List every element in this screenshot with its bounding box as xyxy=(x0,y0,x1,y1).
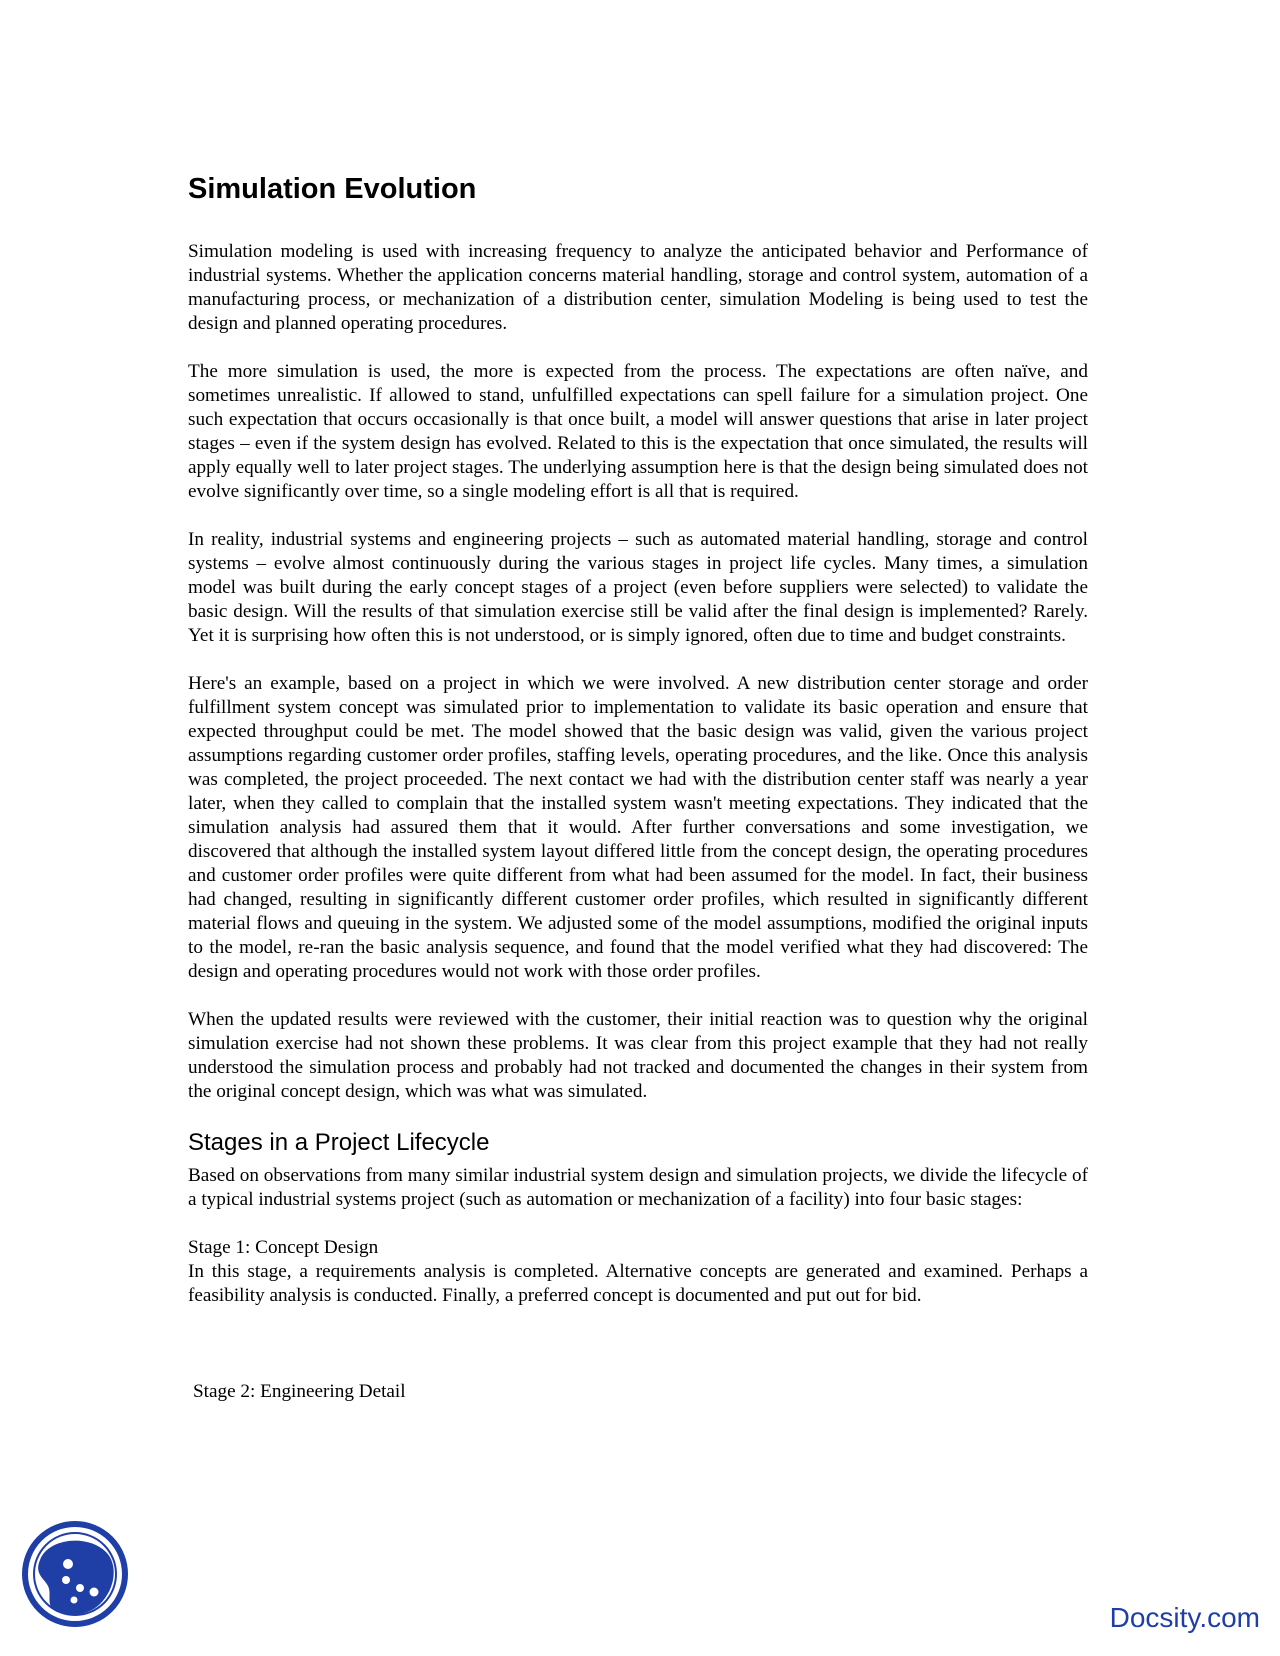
docsity-brand-text[interactable]: Docsity.com xyxy=(1109,1602,1260,1633)
spacer xyxy=(188,1332,1088,1380)
paragraph-4: Here's an example, based on a project in which we were involved. A new distribution center storage and order fulfillment system concept was simulated prior to implementation to validate its basic operation and ensure that expected throughput could be met. The model showed that the basic design was valid, given the various project assumptions regarding customer order profiles, staffing levels, operating procedures, and the like. Once this analysis was completed, the project proceeded. The next contact we had with the distribution center staff was nearly a year later, when they called to complain that the installed system wasn't meeting expectations. They indicated that the simulation analysis had assured them that it would. After further conversations and some investigation, we discovered that although the installed system layout differed little from the concept design, the operating procedures and customer order profiles were quite different from what had been assumed for the model. In fact, their business had changed, resulting in significantly different customer order profiles, which resulted in significantly different material flows and queuing in the system. We adjusted some of the model assumptions, modified the original inputs to the model, re-ran the basic analysis sequence, and found that the model verified what they had discovered: The design and operating procedures would not work with those order profiles. xyxy=(188,672,1088,982)
stage-1-text: In this stage, a requirements analysis is completed. Alternative concepts are generated and examined. Perhaps a feasibility analysis is conducted. Finally, a preferred concept is documented and put out for bid. xyxy=(188,1260,1088,1306)
section-heading-stages: Stages in a Project Lifecycle xyxy=(188,1128,490,1156)
stage-2-label: Stage 2: Engineering Detail xyxy=(193,1380,406,1402)
section-intro: Based on observations from many similar industrial system design and simulation projects, we divide the lifecycle of a typical industrial systems project (such as automation or mechanization of a facility) into four basic stages: xyxy=(188,1164,1088,1210)
docsity-logo-icon xyxy=(18,1518,132,1630)
document-title: Simulation Evolution xyxy=(188,173,477,205)
document-page xyxy=(188,172,1088,1404)
stage-1-label: Stage 1: Concept Design xyxy=(188,1236,379,1258)
paragraph-5: When the updated results were reviewed with the customer, their initial reaction was to question why the original simulation exercise had not shown these problems. It was clear from this project example that they had not really understood the simulation process and probably had not tracked and documented the changes in their system from the original concept design, which was what was simulated. xyxy=(188,1008,1088,1102)
paragraph-2: The more simulation is used, the more is expected from the process. The expectations are often naïve, and sometimes unrealistic. If allowed to stand, unfulfilled expectations can spell failure for a simulation project. One such expectation that occurs occasionally is that once built, a model will answer questions that arise in later project stages – even if the system design has evolved. Related to this is the expectation that once simulated, the results will apply equally well to later project stages. The underlying assumption here is that the design being simulated does not evolve significantly over time, so a single modeling effort is all that is required. xyxy=(188,360,1088,502)
paragraph-1: Simulation modeling is used with increasing frequency to analyze the anticipated behavior and Performance of industrial systems. Whether the application concerns material handling, storage and control system, automation of a manufacturing process, or mechanization of a distribution center, simulation Modeling is being used to test the design and planned operating procedures. xyxy=(188,240,1088,334)
paragraph-3: In reality, industrial systems and engineering projects – such as automated material handling, storage and control systems – evolve almost continuously during the various stages in project life cycles. Many times, a simulation model was built during the early concept stages of a project (even before suppliers were selected) to validate the basic design. Will the results of that simulation exercise still be valid after the final design is implemented? Rarely. Yet it is surprising how often this is not understood, or is simply ignored, often due to time and budget constraints. xyxy=(188,528,1088,646)
